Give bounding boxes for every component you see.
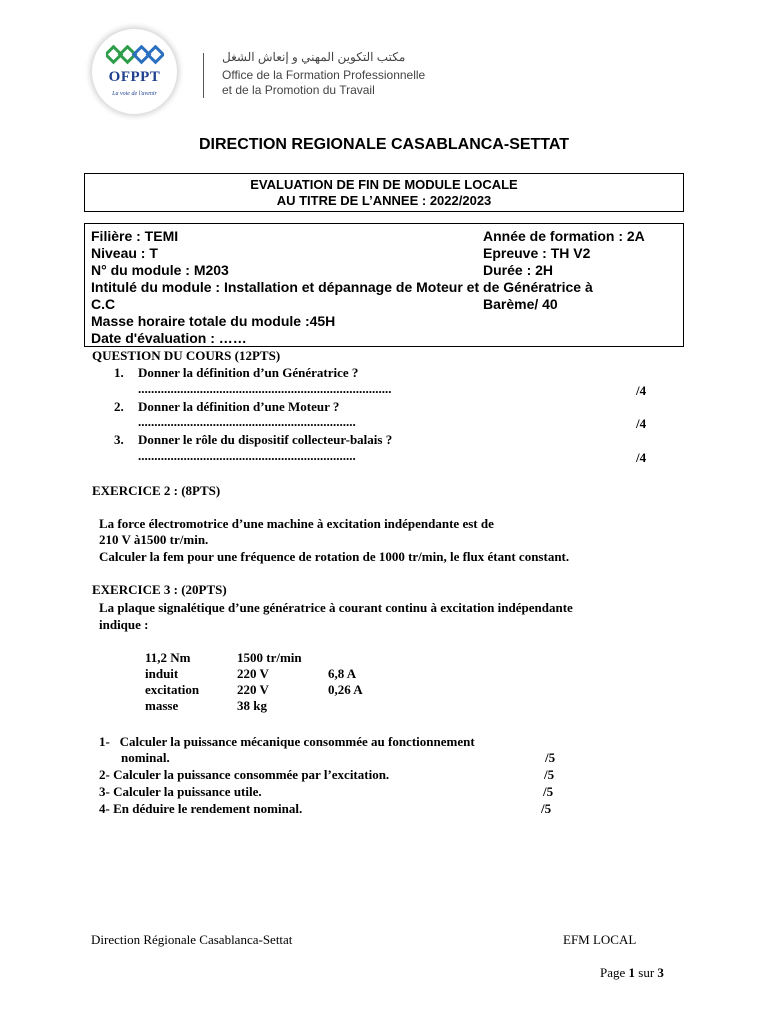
exercice-2-title: EXERCICE 2 : (8PTS) xyxy=(92,483,221,498)
exercice-2-line3: Calculer la fem pour une fréquence de rotation de 1000 tr/min, le flux étant constant. xyxy=(99,549,570,564)
exercice-3-title: EXERCICE 3 : (20PTS) xyxy=(92,582,227,597)
question-1-text: Donner la définition d’un Génératrice ? xyxy=(138,365,359,380)
question-3-number: 3. xyxy=(114,432,124,447)
exercice-3-q3: 3- Calculer la puissance utile. xyxy=(99,784,262,799)
exercice-3-q1-score: /5 xyxy=(545,750,556,765)
duree: Durée : 2H xyxy=(483,262,554,278)
question-3-answer-dots: ................................................................... xyxy=(138,448,356,463)
question-1-number: 1. xyxy=(114,365,124,380)
module-title-line1: Intitulé du module : Installation et dépannage de Moteur et de Génératrice à xyxy=(91,279,593,295)
plate-cell: 220 V xyxy=(237,682,269,697)
plate-cell: 11,2 Nm xyxy=(145,650,191,665)
question-3-text: Donner le rôle du dispositif collecteur-balais ? xyxy=(138,432,393,447)
exercice-3-line2: indique : xyxy=(99,617,149,632)
bareme: Barème/ 40 xyxy=(483,296,558,312)
exercice-2-line2: 210 V à1500 tr/min. xyxy=(99,532,209,547)
exercice-3-q4: 4- En déduire le rendement nominal. xyxy=(99,801,303,816)
question-2-number: 2. xyxy=(114,399,124,414)
exercice-2-line1: La force électromotrice d’une machine à excitation indépendante est de xyxy=(99,516,494,531)
page-label: Page xyxy=(600,965,626,980)
question-1-answer-dots: .............................................................................. xyxy=(138,381,392,396)
footer-right: EFM LOCAL xyxy=(563,932,637,947)
annee-formation: Année de formation : 2A xyxy=(483,228,645,244)
plate-cell: 38 kg xyxy=(237,698,267,713)
evaluation-box xyxy=(84,173,684,212)
plate-cell: 0,26 A xyxy=(328,682,363,697)
page-number xyxy=(600,965,664,981)
org-name-line2: et de la Promotion du Travail xyxy=(222,83,375,97)
exercice-3-q2-score: /5 xyxy=(544,767,555,782)
plate-cell: masse xyxy=(145,698,179,713)
masse-horaire: Masse horaire totale du module :45H xyxy=(91,313,336,329)
direction-title: DIRECTION REGIONALE CASABLANCA-SETTAT xyxy=(198,136,570,153)
evaluation-date: Date d'évaluation : …… xyxy=(91,330,247,346)
plate-cell: 6,8 A xyxy=(328,666,357,681)
exercice-3-q4-score: /5 xyxy=(541,801,552,816)
question-2-answer-dots: ................................................................... xyxy=(138,414,356,429)
epreuve: Epreuve : TH V2 xyxy=(483,245,591,261)
module-title-line2: C.C xyxy=(91,296,116,312)
org-name-line1: Office de la Formation Professionnelle xyxy=(222,68,426,82)
exercice-3-q2: 2- Calculer la puissance consommée par l’excitation. xyxy=(99,767,390,782)
org-name-arabic: مكتب التكوين المهني و إنعاش الشغل xyxy=(222,50,406,64)
question-2-text: Donner la définition d’une Moteur ? xyxy=(138,399,340,414)
logo-text: OFPPT xyxy=(108,69,161,85)
plate-cell: excitation xyxy=(145,682,200,697)
exercice-3-q1-line2: nominal. xyxy=(121,750,170,765)
question-1-score: /4 xyxy=(636,383,647,398)
evaluation-title: EVALUATION DE FIN DE MODULE LOCALE xyxy=(250,177,518,192)
page-separator: sur xyxy=(638,965,655,980)
exercice-3-line1: La plaque signalétique d’une génératrice à courant continu à excitation indépendante xyxy=(99,600,573,615)
ofppt-logo xyxy=(92,29,177,114)
module-number: N° du module : M203 xyxy=(91,262,229,278)
logo-mark-icon xyxy=(106,45,164,65)
logo-tagline: La voie de l'avenir xyxy=(112,91,157,97)
question-2-score: /4 xyxy=(636,416,647,431)
page-current: 1 xyxy=(628,965,636,980)
exercice-3-q3-score: /5 xyxy=(543,784,554,799)
plate-cell: induit xyxy=(145,666,179,681)
niveau: Niveau : T xyxy=(91,245,158,261)
evaluation-year: AU TITRE DE L’ANNEE : 2022/2023 xyxy=(276,193,492,208)
module-info-box xyxy=(84,223,684,347)
footer-left: Direction Régionale Casablanca-Settat xyxy=(91,932,293,947)
page-total: 3 xyxy=(657,965,664,980)
question-3-score: /4 xyxy=(636,450,647,465)
plate-cell: 1500 tr/min xyxy=(237,650,302,665)
filiere: Filière : TEMI xyxy=(91,228,179,244)
header-divider xyxy=(203,53,204,98)
plate-cell: 220 V xyxy=(237,666,269,681)
exercice-3-q1-line1: 1- Calculer la puissance mécanique consommée au fonctionnement xyxy=(99,734,475,749)
cours-title: QUESTION DU COURS (12PTS) xyxy=(92,348,281,363)
